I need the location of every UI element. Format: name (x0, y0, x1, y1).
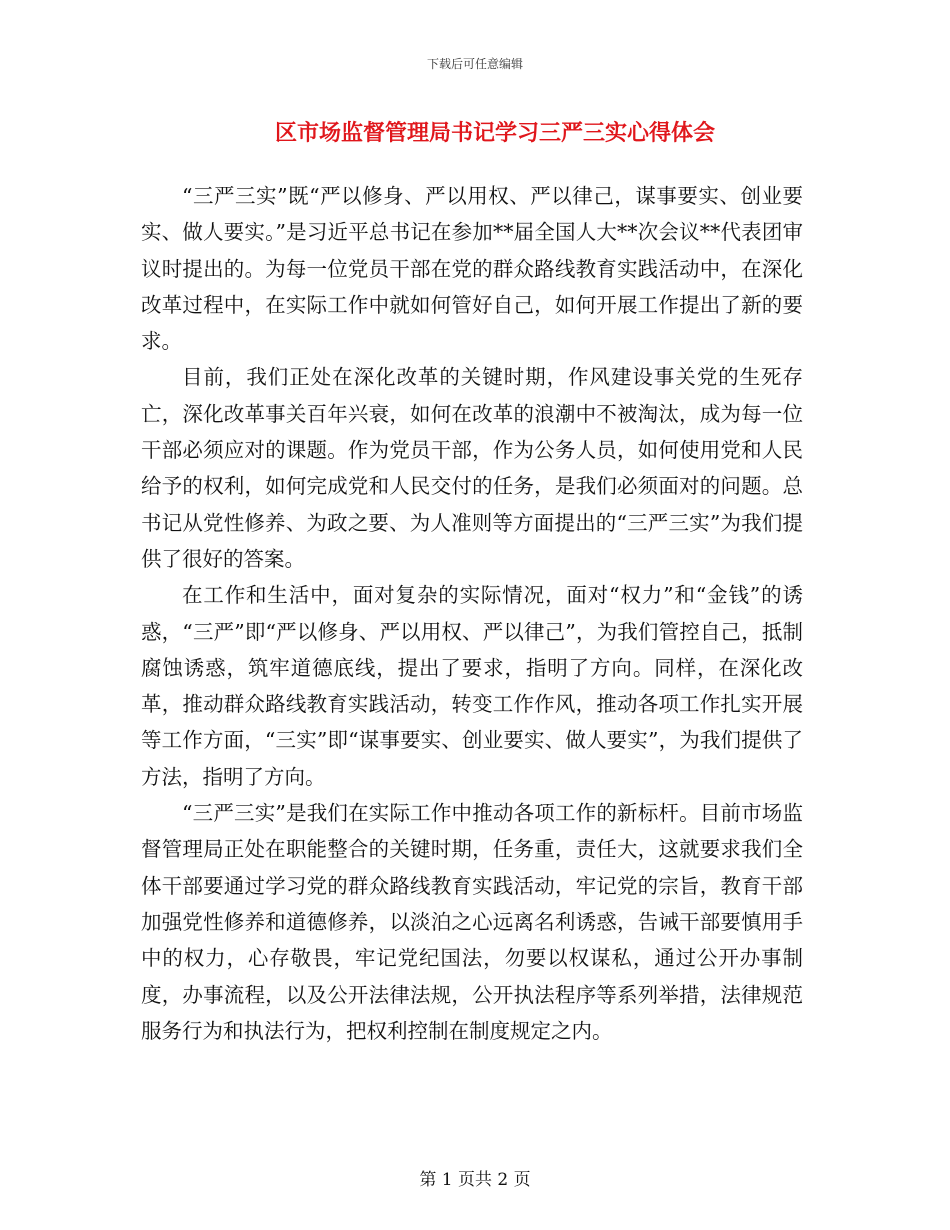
paragraph: 在工作和生活中，面对复杂的实际情况，面对“权力”和“金钱”的诱惑，“三严”即“严以修身、严以用权、严以律己”，为我们管控自己，抵制腐蚀诱惑，筑牢道德底线，提出了要求，指明了方向。同样，在深化改革，推动群众路线教育实践活动，转变工作作风，推动各项工作扎实开展等工作方面，“三实”即“谋事要实、创业要实、做人要实”，为我们提供了方法，指明了方向。 (141, 583, 803, 789)
header-note: 下载后可任意编辑 (426, 57, 523, 71)
document-title: 区市场监督管理局书记学习三严三实心得体会 (274, 120, 715, 146)
paragraph: 目前，我们正处在深化改革的关键时期，作风建设事关党的生死存亡，深化改革事关百年兴衰，如何在改革的浪潮中不被淘汰，成为每一位干部必须应对的课题。作为党员干部，作为公务人员，如何使用党和人民给予的权利，如何完成党和人民交付的任务，是我们必须面对的问题。总书记从党性修养、为政之要、为人准则等方面提出的“三严三实”为我们提供了很好的答案。 (141, 365, 803, 571)
page-number: 第 1 页共 2 页 (419, 1170, 531, 1190)
document-body (141, 178, 803, 1049)
paragraph: “三严三实”是我们在实际工作中推动各项工作的新标杆。目前市场监督管理局正处在职能整合的关键时期，任务重，责任大，这就要求我们全体干部要通过学习党的群众路线教育实践活动，牢记党的宗旨，教育干部加强党性修养和道德修养，以淡泊之心远离名利诱惑，告诫干部要慎用手中的权力，心存敬畏，牢记党纪国法，勿要以权谋私，通过公开办事制度，办事流程，以及公开法律法规，公开执法程序等系列举措，法律规范服务行为和执法行为，把权利控制在制度规定之内。 (141, 801, 803, 1043)
paragraph: “三严三实”既“严以修身、严以用权、严以律己，谋事要实、创业要实、做人要实。”是习近平总书记在参加**届全国人大**次会议**代表团审议时提出的。为每一位党员干部在党的群众路线教育实践活动中，在深化改革过程中，在实际工作中就如何管好自己，如何开展工作提出了新的要求。 (141, 184, 803, 354)
